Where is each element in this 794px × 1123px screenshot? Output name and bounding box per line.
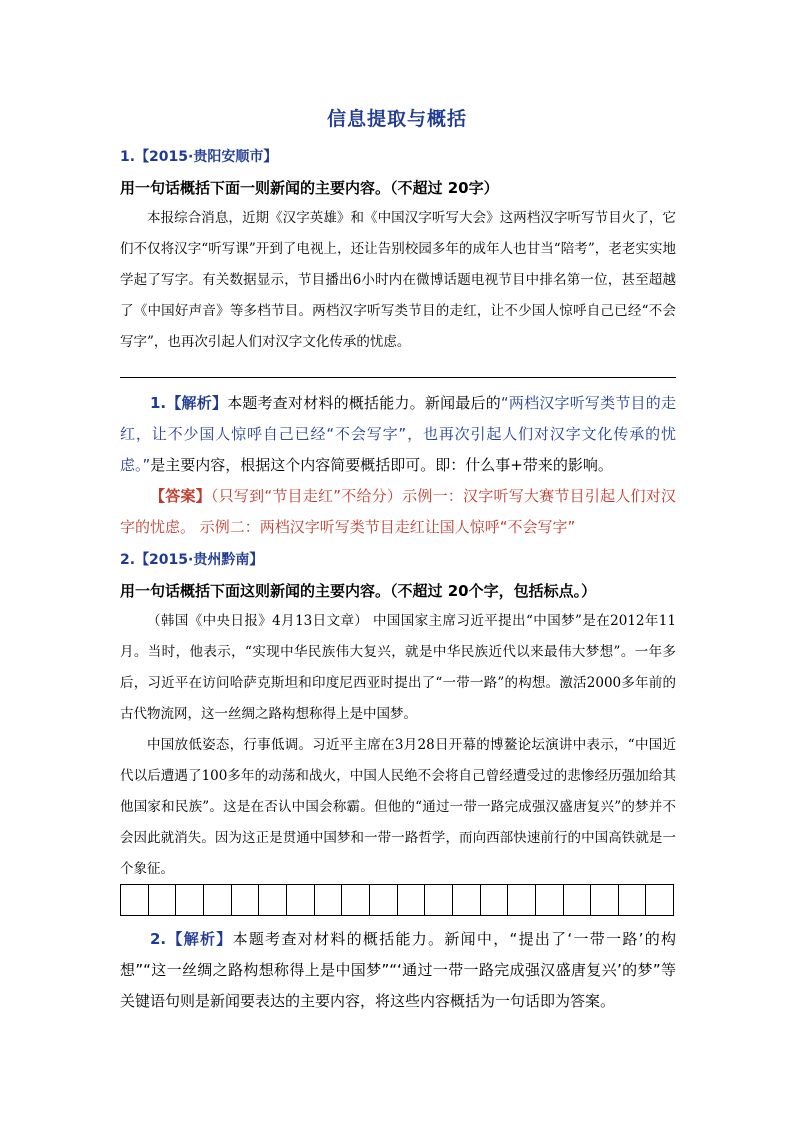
- q2-source: 【2015·贵州黔南】: [135, 552, 264, 568]
- q1-answer-text: （只写到“节目走红”不给分）示例一：汉字听写大赛节目引起人们对汉字的忧虑。 示例二：两档汉字听写类节目走红让国人惊呼“不会写字”: [120, 487, 676, 536]
- q2-number: 2.: [120, 552, 136, 568]
- q2-analysis-number: 2.: [150, 930, 167, 948]
- answer-grid-cell[interactable]: [149, 885, 177, 915]
- q1-passage-text: 本报综合消息，近期《汉字英雄》和《中国汉字听写大会》这两档汉字听写节目火了，它们不仅将汉字“听写课”开到了电视上，还让告别校园多年的成年人也甘当“陪考”，老老实实地学起了写字。有关数据显示，节目播出6小时内在微博话题电视节目中排名第一位，甚至超越了《中国好声音》等多档节目。两档汉字听写类节目的走红，让不少国人惊呼自己已经“不会写字”，也再次引起人们对汉字文化传承的忧虑。: [120, 210, 676, 350]
- answer-grid-cell[interactable]: [425, 885, 453, 915]
- q2-analysis-tag: 【解析】: [166, 930, 233, 948]
- q1-analysis-tag: 【解析】: [166, 394, 228, 412]
- answer-grid-cell[interactable]: [315, 885, 343, 915]
- q1-analysis-pre: 本题考查对材料的概括能力。新闻最后的: [227, 394, 501, 412]
- q1-number: 1.: [120, 149, 136, 165]
- answer-grid-cell[interactable]: [398, 885, 426, 915]
- q2-heading: [120, 549, 263, 569]
- answer-grid-cell[interactable]: [481, 885, 509, 915]
- q2-prompt: 用一句话概括下面这则新闻的主要内容。（不超过 20个字，包括标点。）: [120, 582, 597, 600]
- answer-grid-cell[interactable]: [121, 885, 149, 915]
- q1-source: 【2015·贵阳安顺市】: [135, 149, 278, 165]
- q2-analysis: [120, 924, 676, 1017]
- q1-answer-line: [120, 377, 676, 378]
- answer-grid-cell[interactable]: [176, 885, 204, 915]
- answer-grid-cell[interactable]: [204, 885, 232, 915]
- q2-analysis-text: 本题考查对材料的概括能力。新闻中，“提出了‘一带一路’的构想”“这一丝绸之路构想称得上是中国梦”“‘通过一带一路完成强汉盛唐复兴’的梦”等关键语句则是新闻要表达的主要内容，将这些内容概括为一句话即为答案。: [120, 930, 676, 1010]
- q2-answer-grid[interactable]: [120, 884, 674, 916]
- answer-grid-cell[interactable]: [564, 885, 592, 915]
- answer-grid-cell[interactable]: [342, 885, 370, 915]
- q1-heading: [120, 146, 277, 166]
- q1-answer-tag: 【答案】: [150, 487, 211, 505]
- answer-grid-cell[interactable]: [232, 885, 260, 915]
- q1-analysis: [120, 388, 676, 543]
- answer-grid-cell[interactable]: [259, 885, 287, 915]
- q1-analysis-number: 1.: [150, 394, 167, 412]
- q1-analysis-post: 是主要内容，根据这个内容简要概括即可。即：什么事+带来的影响。: [150, 456, 613, 474]
- q1-passage: [120, 203, 676, 358]
- q2-passage-p2: 中国放低姿态，行事低调。习近平主席在3月28日开幕的博鳌论坛演讲中表示，“中国近代以后遭遇了100多年的动荡和战火，中国人民绝不会将自己曾经遭受过的悲惨经历强加给其他国家和民族”。这是在否认中国会称霸。但他的“通过一带一路完成强汉盛唐复兴”的梦并不会因此就消失。因为这正是贯通中国梦和一带一路哲学，而向西部快速前行的中国高铁就是一个象征。: [120, 737, 676, 877]
- q1-prompt: 用一句话概括下面一则新闻的主要内容。（不超过 20字）: [120, 179, 499, 197]
- answer-grid-cell[interactable]: [646, 885, 673, 915]
- answer-grid-cell[interactable]: [536, 885, 564, 915]
- q2-passage-p1: （韩国《中央日报》4月13日文章） 中国国家主席习近平提出“中国梦”是在2012年11月。当时，他表示，“实现中华民族伟大复兴，就是中华民族近代以来最伟大梦想”。一年多后，习近平在访问哈萨克斯坦和印度尼西亚时提出了“一带一路”的构想。激活2000多年前的古代物流网，这一丝绸之路构想称得上是中国梦。: [120, 613, 676, 722]
- answer-grid-cell[interactable]: [619, 885, 647, 915]
- q1-analysis-quote: “两档汉字听写类节目的走红，让不少国人惊呼自己已经“不会写字”，也再次引起人们对汉字文化传承的忧虑。”: [120, 394, 676, 474]
- page-title: 信息提取与概括: [326, 108, 467, 130]
- q2-passage: [120, 606, 676, 885]
- answer-grid-cell[interactable]: [508, 885, 536, 915]
- answer-grid-cell[interactable]: [370, 885, 398, 915]
- answer-grid-cell[interactable]: [287, 885, 315, 915]
- answer-grid-cell[interactable]: [453, 885, 481, 915]
- answer-grid-cell[interactable]: [591, 885, 619, 915]
